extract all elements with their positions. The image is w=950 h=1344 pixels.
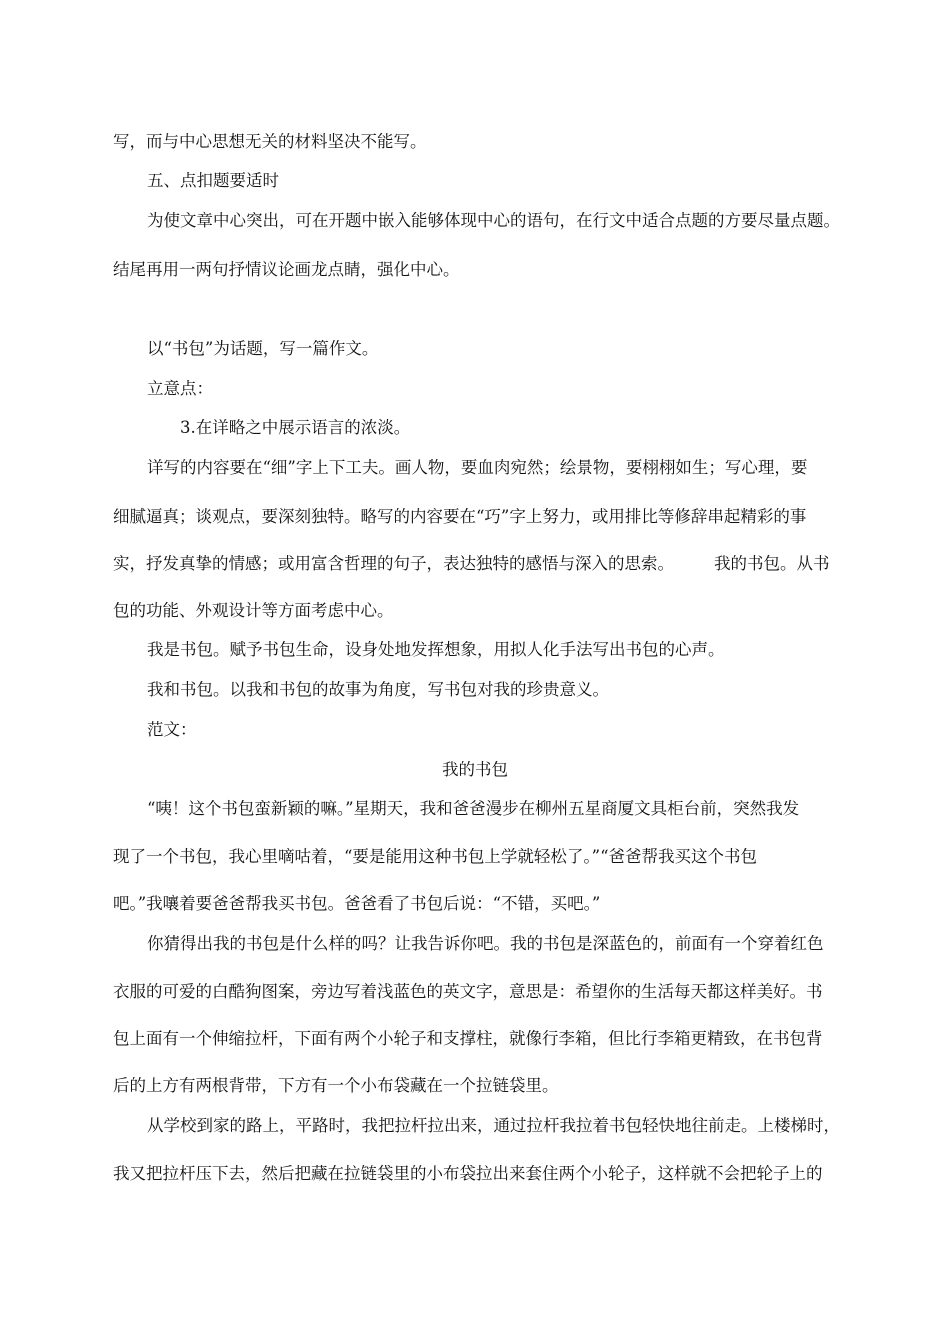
text-line: 详写的内容要在“细”字上下工夫。画人物，要血肉宛然；绘景物，要栩栩如生；写心理，要	[147, 458, 808, 477]
text-line: 我和书包。以我和书包的故事为角度，写书包对我的珍贵意义。	[147, 680, 609, 699]
text-line: 我是书包。赋予书包生命，设身处地发挥想象，用拟人化手法写出书包的心声。	[147, 640, 725, 659]
text-line: 后的上方有两根背带，下方有一个小布袋藏在一个拉链袋里。	[113, 1076, 559, 1095]
essay-title: 我的书包	[442, 760, 508, 779]
text-line: 细腻逼真；谈观点，要深刻独特。略写的内容要在“巧”字上努力，或用排比等修辞串起精彩的事	[113, 507, 807, 526]
text-line: 吧。”我嚷着要爸爸帮我买书包。爸爸看了书包后说：“不错，买吧。”	[113, 894, 601, 913]
text-line: 写，而与中心思想无关的材料坚决不能写。	[113, 132, 427, 151]
text-line: 包的功能、外观设计等方面考虑中心。	[113, 601, 394, 620]
text-line: 结尾再用一两句抒情议论画龙点睛，强化中心。	[113, 260, 460, 279]
numbered-heading: 3.在详略之中展示语言的浓淡。	[180, 418, 411, 437]
section-heading: 立意点：	[147, 379, 213, 398]
text-line: “咦！这个书包蛮新颖的嘛。”星期天，我和爸爸漫步在柳州五星商厦文具柜台前，突然我发	[147, 799, 800, 818]
text-line	[113, 554, 830, 574]
text-line: 你猜得出我的书包是什么样的吗？让我告诉你吧。我的书包是深蓝色的，前面有一个穿着红色	[147, 934, 824, 953]
prompt-line: 以“书包”为话题，写一篇作文。	[147, 339, 379, 358]
text-line: 为使文章中心突出，可在开题中嵌入能够体现中心的语句，在行文中适合点题的方要尽量点题。	[147, 211, 840, 230]
text-segment: 我的书包。从书	[714, 554, 830, 573]
text-line: 包上面有一个伸缩拉杆，下面有两个小轮子和支撑柱，就像行李箱，但比行李箱更精致，在书包背	[113, 1029, 823, 1048]
text-line: 现了一个书包，我心里嘀咕着，“要是能用这种书包上学就轻松了。”“爸爸帮我买这个书包	[113, 847, 758, 866]
text-line: 从学校到家的路上，平路时，我把拉杆拉出来，通过拉杆我拉着书包轻快地往前走。上楼梯时，	[147, 1116, 840, 1135]
text-segment: 实，抒发真挚的情感；或用富含哲理的句子，表达独特的感悟与深入的思索。	[113, 554, 674, 573]
section-heading: 范文：	[147, 720, 197, 739]
text-line: 我又把拉杆压下去，然后把藏在拉链袋里的小布袋拉出来套住两个小轮子，这样就不会把轮子上的	[113, 1164, 823, 1183]
section-heading: 五、点扣题要适时	[147, 171, 279, 190]
text-line: 衣服的可爱的白酷狗图案，旁边写着浅蓝色的英文字，意思是：希望你的生活每天都这样美好。书	[113, 982, 823, 1001]
